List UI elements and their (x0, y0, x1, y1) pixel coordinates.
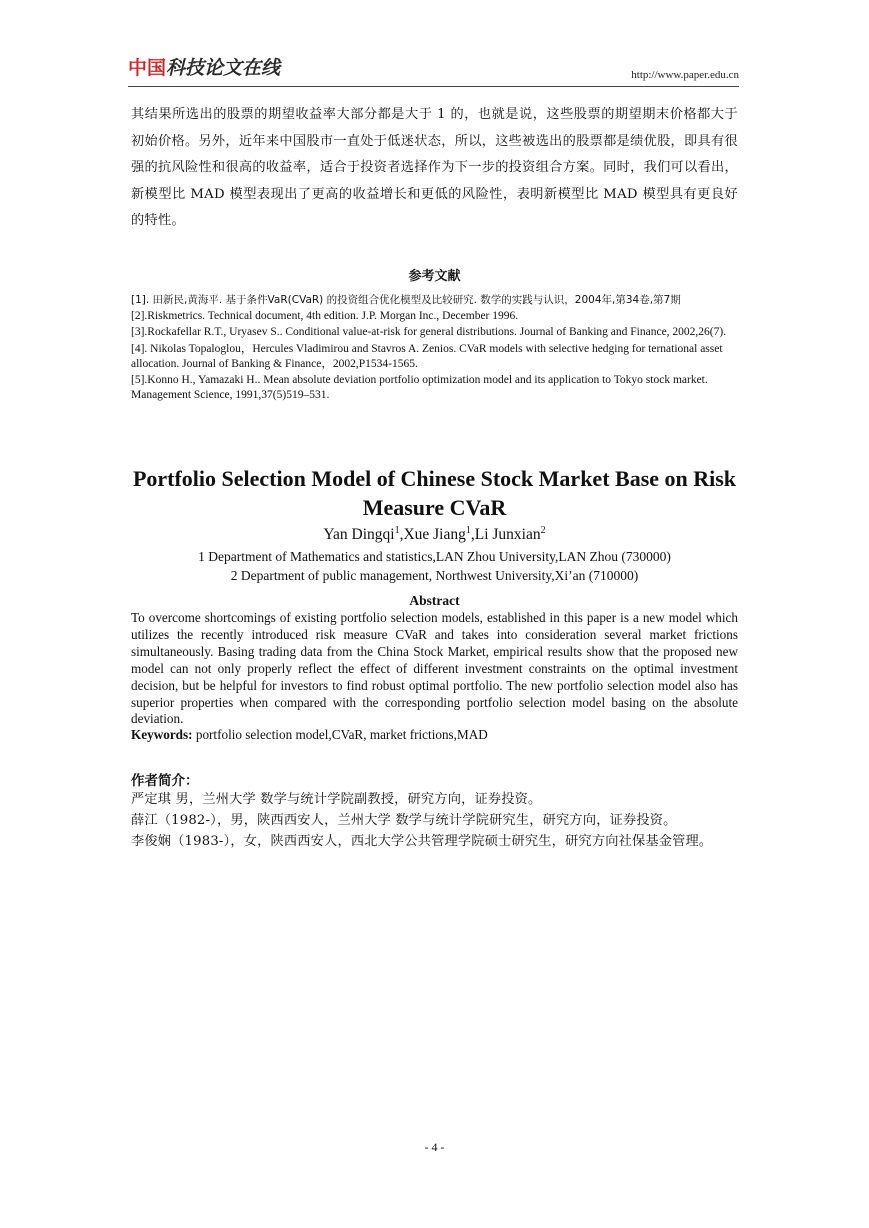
keywords-line (131, 727, 738, 743)
author-line: Yan Dingqi$^1$,Xue Jiang$^1$,Li Junxian$^2$ (323, 525, 546, 544)
author-affiliation-mark: 1 (394, 525, 400, 536)
author-bio-item: 李俊娴（1983-），女，陕西西安人，西北大学公共管理学院硕士研究生，研究方向社保基金管理。 (131, 834, 713, 849)
affiliation-2: 2 Department of public management, Northwest University,Xi’an (710000) (230, 568, 639, 583)
reference-item: [3].Rockafellar R.T., Uryasev S.. Conditional value-at-risk for general distributions. Journal of Banking and Finance, 2002,26(7). (131, 326, 727, 339)
affiliation-1: 1 Department of Mathematics and statistics,LAN Zhou University,LAN Zhou (730000) (198, 549, 671, 564)
reference-item: [1]. 田新民,黄海平. 基于条件VaR(CVaR) 的投资组合优化模型及比较研究. 数学的实践与认识，2004年,第34卷,第7期 (131, 294, 681, 306)
abstract-text: To overcome shortcomings of existing portfolio selection models, established in this paper is a new model which utilizes the recently introduced risk measure CVaR and takes into consideration several market frictions simultaneously. Basing trading data from the China Stock Market, empirical results show that the proposed new model can not only properly reflect the effect of different investment constraints on the optimal investment decision, but be helpful for investors to find robust optimal portfolio. The new portfolio selection model also has superior properties when compared with the corresponding portfolio selection model basing on the absolute deviation. (131, 610, 738, 727)
logo-part-red: 中国 (128, 57, 167, 79)
body-paragraph: 其结果所选出的股票的期望收益率大部分都是大于 1 的，也就是说，这些股票的期望期末价格都大于初始价格。另外，近年来中国股市一直处于低迷状态，所以，这些被选出的股票都是绩优股，即具有很强的抗风险性和很高的收益率，适合于投资者选择作为下一步的投资组合方案。同时，我们可以看出，新模型比 MAD 模型表现出了更高的收益增长和更低的风险性，表明新模型比 MAD 模型具有更良好的特性。 (131, 107, 738, 228)
logo-part-dark: 科技论文在线 (166, 57, 281, 79)
references-title: 参考文献 (408, 269, 461, 284)
page-number: - 4 - (424, 1140, 445, 1154)
english-title: Portfolio Selection Model of Chinese Stock Market Base on Risk Measure CVaR (132, 466, 737, 520)
keywords-label: Keywords: (131, 727, 193, 742)
site-logo[interactable] (128, 56, 280, 80)
author-bio-item: 严定琪 男，兰州大学 数学与统计学院副教授，研究方向，证券投资。 (131, 792, 542, 807)
page-header (128, 56, 739, 88)
author-bio-list (131, 789, 741, 852)
author-bio-item: 薛江（1982-），男，陕西西安人，兰州大学 数学与统计学院研究生，研究方向，证券投资。 (131, 813, 677, 828)
references-list (131, 293, 739, 404)
author-name: Xue Jiang (403, 526, 466, 544)
reference-item: [4]. Nikolas Topaloglou，Hercules Vladimirou and Stavros A. Zenios. CVaR models with selective hedging for ternational asset allocation. Journal of Banking & Finance，2002,P1534-1565. (131, 342, 723, 370)
author-affiliation-mark: 2 (540, 525, 546, 536)
header-divider (128, 86, 739, 87)
header-url[interactable]: http://www.paper.edu.cn (631, 69, 739, 81)
abstract-title: Abstract (409, 593, 460, 608)
reference-item: [2].Riskmetrics. Technical document, 4th edition. J.P. Morgan Inc., December 1996. (131, 310, 519, 323)
keywords-text: portfolio selection model,CVaR, market frictions,MAD (192, 727, 488, 742)
reference-item: [5].Konno H., Yamazaki H.. Mean absolute deviation portfolio optimization model and its application to Tokyo stock market. Management Science, 1991,37(5)519–531. (131, 374, 708, 402)
author-bio-title: 作者简介： (131, 773, 199, 789)
author-affiliation-mark: 1 (465, 525, 471, 536)
author-name: Li Junxian (474, 526, 541, 544)
author-name: Yan Dingqi (323, 526, 395, 544)
